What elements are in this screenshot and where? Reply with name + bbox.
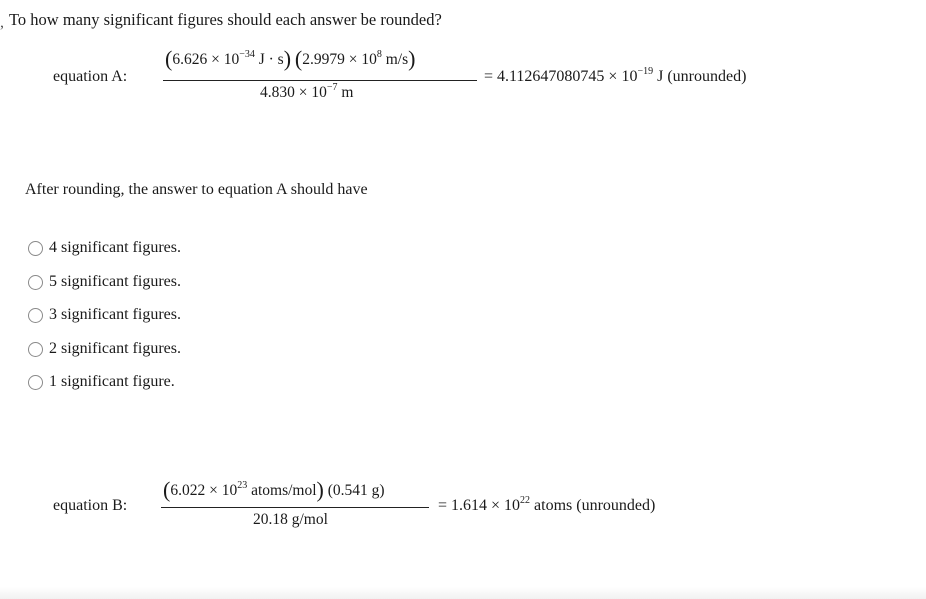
equation-b-paren-open-1: ( xyxy=(163,477,171,502)
equation-b-result-unit: atoms (unrounded) xyxy=(530,497,656,514)
equation-a-numerator-exponent-2: 8 xyxy=(376,49,382,60)
radio-button[interactable] xyxy=(28,275,43,290)
equation-a-paren-close-1: ) xyxy=(283,46,292,71)
equation-a-fraction-bar xyxy=(163,80,477,81)
equation-b-result xyxy=(438,497,655,515)
equation-a-result-exponent: −19 xyxy=(637,66,654,77)
option-label: 1 significant figure. xyxy=(49,373,175,390)
option-label: 4 significant figures. xyxy=(49,239,181,256)
equation-a-numerator-value-1: 6.626 × 10 xyxy=(172,51,240,68)
option-5-sig-figs[interactable] xyxy=(28,271,181,293)
option-2-sig-figs[interactable] xyxy=(28,338,181,360)
option-3-sig-figs[interactable] xyxy=(28,304,181,326)
answer-prompt: After rounding, the answer to equation A should have xyxy=(25,181,368,198)
equation-b-numerator-part-2: (0.541 g) xyxy=(323,482,385,499)
equation-a-paren-close-2: ) xyxy=(408,46,416,71)
option-label: 3 significant figures. xyxy=(49,306,181,323)
equation-a-numerator-unit-1: J · s xyxy=(254,51,284,68)
radio-button[interactable] xyxy=(28,308,43,323)
bottom-edge-shadow xyxy=(0,587,926,599)
equation-b-numerator-unit-1: atoms/mol xyxy=(247,482,317,499)
option-label: 5 significant figures. xyxy=(49,273,181,290)
equation-b-numerator xyxy=(163,479,385,501)
equation-a-numerator-value-2: 2.9979 × 10 xyxy=(302,51,377,68)
radio-button[interactable] xyxy=(28,375,43,390)
radio-button[interactable] xyxy=(28,342,43,357)
equation-a-denominator-unit: m xyxy=(337,84,354,101)
equation-a-numerator xyxy=(165,48,415,70)
equation-b-numerator-value-1: 6.022 × 10 xyxy=(170,482,238,499)
radio-button[interactable] xyxy=(28,241,43,256)
equation-a-denominator xyxy=(260,84,353,102)
equation-a-numerator-exponent-1: −34 xyxy=(239,49,255,60)
equation-b-numerator-exponent-1: 23 xyxy=(237,480,248,491)
question-text: To how many significant figures should each answer be rounded? xyxy=(9,10,442,29)
option-4-sig-figs[interactable] xyxy=(28,237,181,259)
equation-b-result-exponent: 22 xyxy=(520,495,531,506)
equation-b-paren-close-1: ) xyxy=(316,477,324,502)
equation-a-paren-open-2: ( xyxy=(294,46,303,71)
equation-a-result-unit: J (unrounded) xyxy=(653,68,747,85)
option-1-sig-fig[interactable] xyxy=(28,371,175,393)
equation-a-paren-open-1: ( xyxy=(165,46,173,71)
option-label: 2 significant figures. xyxy=(49,340,181,357)
equation-a-numerator-unit-2: m/s xyxy=(381,51,409,68)
equation-b-label: equation B: xyxy=(53,497,128,514)
question-bullet: , xyxy=(0,14,4,31)
equation-a-denominator-exponent: −7 xyxy=(326,82,338,93)
equation-a-result-value: = 4.112647080745 × 10 xyxy=(484,68,638,85)
equation-a-result xyxy=(484,68,746,86)
equation-a-label: equation A: xyxy=(53,68,128,85)
equation-b-result-value: = 1.614 × 10 xyxy=(438,497,521,514)
equation-a-denominator-value: 4.830 × 10 xyxy=(260,84,327,101)
equation-b-denominator: 20.18 g/mol xyxy=(253,511,328,528)
equation-b-fraction-bar xyxy=(161,507,429,508)
